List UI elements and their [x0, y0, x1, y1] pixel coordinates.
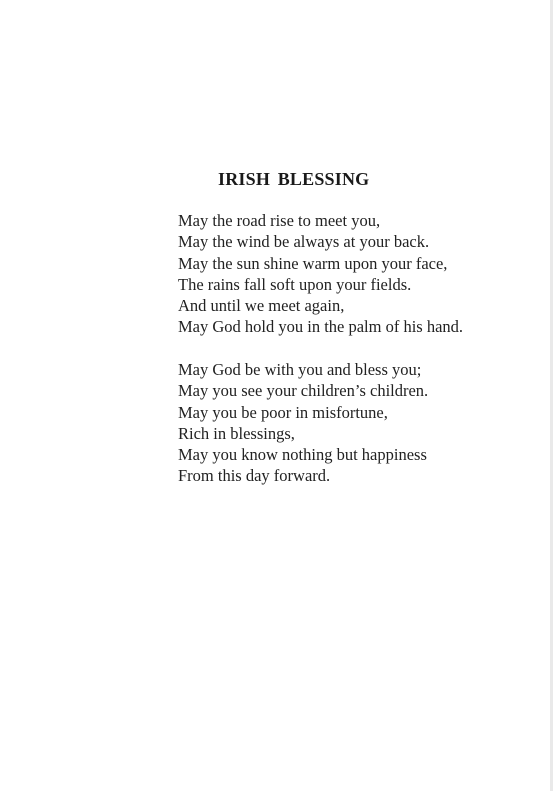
stanza-2 — [178, 359, 428, 487]
poem-line: May you see your children’s children. — [178, 381, 429, 401]
poem-line: May you know nothing but happiness — [178, 445, 427, 465]
poem-line: May God hold you in the palm of his hand. — [178, 317, 464, 337]
poem-line: May the sun shine warm upon your face, — [178, 253, 448, 273]
poem-line: Rich in blessings, — [178, 423, 295, 443]
poem-title: IRISH BLESSING — [218, 169, 370, 189]
poem-line: And until we meet again, — [178, 296, 345, 316]
poem-line: From this day forward. — [178, 466, 331, 486]
poem-line: May you be poor in misfortune, — [178, 402, 388, 422]
poem-line: May the wind be always at your back. — [178, 232, 430, 252]
poem-line: May God be with you and bless you; — [178, 360, 422, 379]
poem-line: May the road rise to meet you, — [178, 211, 381, 230]
poem-line: The rains fall soft upon your fields. — [178, 274, 412, 294]
stanza-1 — [178, 210, 463, 338]
